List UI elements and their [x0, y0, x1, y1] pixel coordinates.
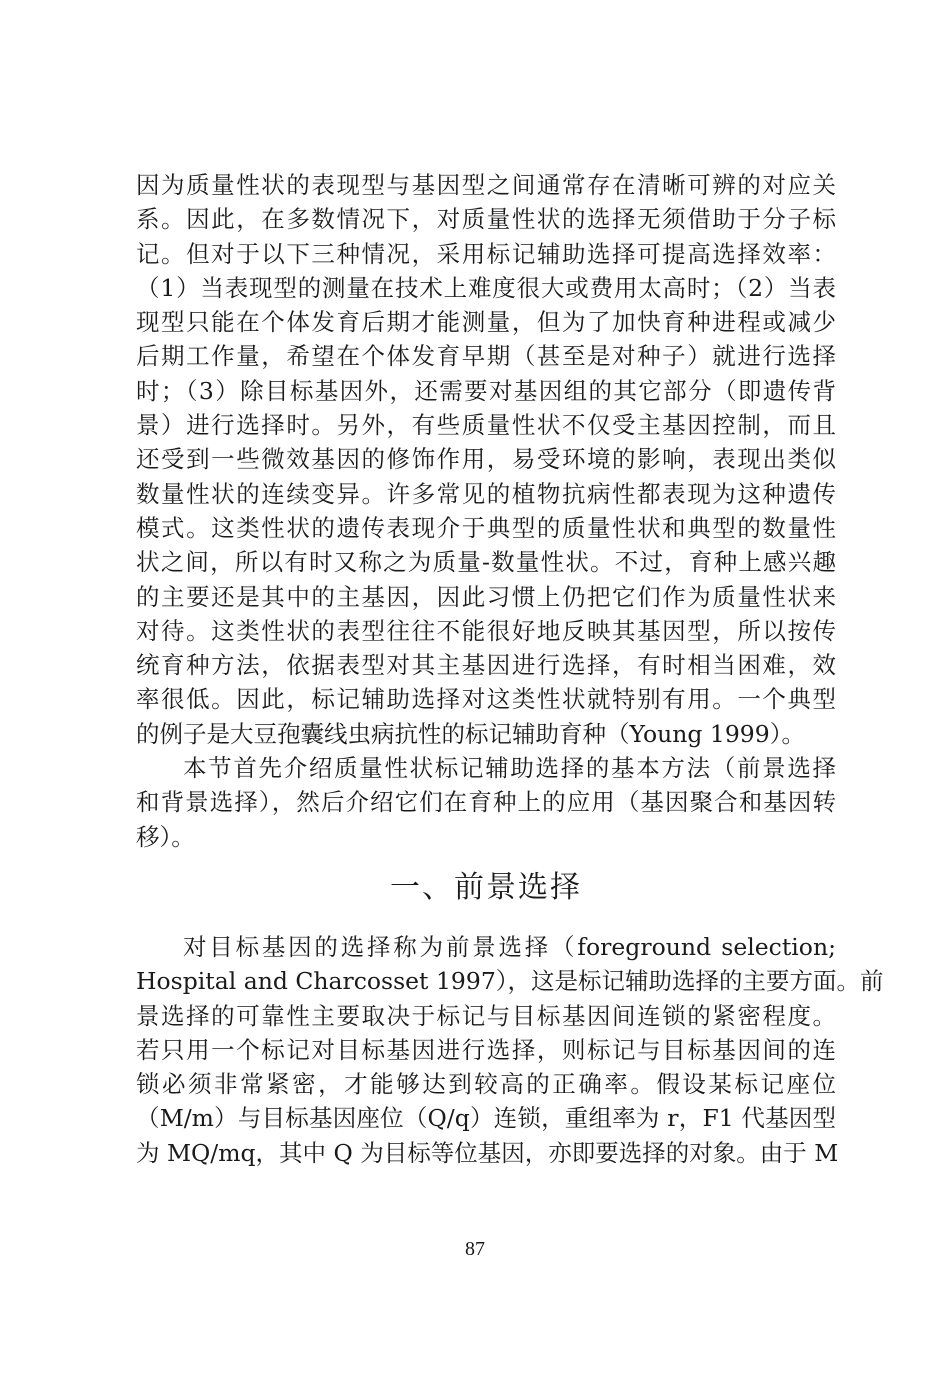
text-line: 还受到一些微效基因的修饰作用，易受环境的影响，表现出类似	[136, 445, 836, 474]
text-line: 状之间，所以有时又称之为质量-数量性状。不过，育种上感兴趣	[136, 548, 836, 577]
text-line: 系。因此，在多数情况下，对质量性状的选择无须借助于分子标	[136, 205, 836, 234]
text-line: 记。但对于以下三种情况，采用标记辅助选择可提高选择效率：	[136, 239, 836, 268]
text-line: 对待。这类性状的表型往往不能很好地反映其基因型，所以按传	[136, 616, 836, 645]
text-line: 时；（3）除目标基因外，还需要对基因组的其它部分（即遗传背	[136, 376, 836, 405]
text-line: （M/m）与目标基因座位（Q/q）连锁，重组率为 r，F1 代基因型	[136, 1104, 836, 1133]
text-line: Hospital and Charcosset 1997），这是标记辅助选择的主要方面。前	[136, 967, 884, 996]
text-line: 统育种方法，依据表型对其主基因进行选择，有时相当困难，效	[136, 651, 836, 680]
page-body	[136, 168, 884, 1170]
text-line: 本节首先介绍质量性状标记辅助选择的基本方法（前景选择	[183, 754, 836, 783]
text-line: 的主要还是其中的主基因，因此习惯上仍把它们作为质量性状来	[136, 582, 836, 611]
paragraph-intro	[136, 168, 836, 751]
text-line: 数量性状的连续变异。许多常见的植物抗病性都表现为这种遗传	[136, 479, 836, 508]
text-line: 景选择的可靠性主要取决于标记与目标基因间连锁的紧密程度。	[136, 1001, 836, 1030]
text-line: 后期工作量，希望在个体发育早期（甚至是对种子）就进行选择	[136, 342, 836, 371]
text-line: 率很低。因此，标记辅助选择对这类性状就特别有用。一个典型	[136, 685, 836, 714]
text-line: 锁必须非常紧密，才能够达到较高的正确率。假设某标记座位	[136, 1070, 836, 1099]
section-heading: 一、前景选择	[390, 869, 582, 905]
text-line: 现型只能在个体发育后期才能测量，但为了加快育种进程或减少	[136, 308, 836, 337]
text-line: 的例子是大豆孢囊线虫病抗性的标记辅助育种（Young 1999）。	[136, 719, 805, 748]
page-number: 87	[465, 1238, 485, 1260]
text-line: 因为质量性状的表现型与基因型之间通常存在清晰可辨的对应关	[136, 171, 836, 199]
text-line: 和背景选择），然后介绍它们在育种上的应用（基因聚合和基因转	[136, 788, 836, 817]
text-line: （1）当表现型的测量在技术上难度很大或费用太高时；（2）当表	[136, 273, 836, 302]
paragraph-section-overview	[136, 751, 836, 854]
text-line: 移）。	[136, 822, 195, 851]
text-line: 若只用一个标记对目标基因进行选择，则标记与目标基因间的连	[136, 1035, 836, 1064]
text-line: 对目标基因的选择称为前景选择（foreground selection;	[183, 932, 836, 961]
text-line: 为 MQ/mq，其中 Q 为目标等位基因，亦即要选择的对象。由于 M	[136, 1138, 839, 1167]
text-line: 景）进行选择时。另外，有些质量性状不仅受主基因控制，而且	[136, 411, 836, 440]
text-line: 模式。这类性状的遗传表现介于典型的质量性状和典型的数量性	[136, 513, 836, 542]
paragraph-foreground-selection	[136, 930, 884, 1170]
